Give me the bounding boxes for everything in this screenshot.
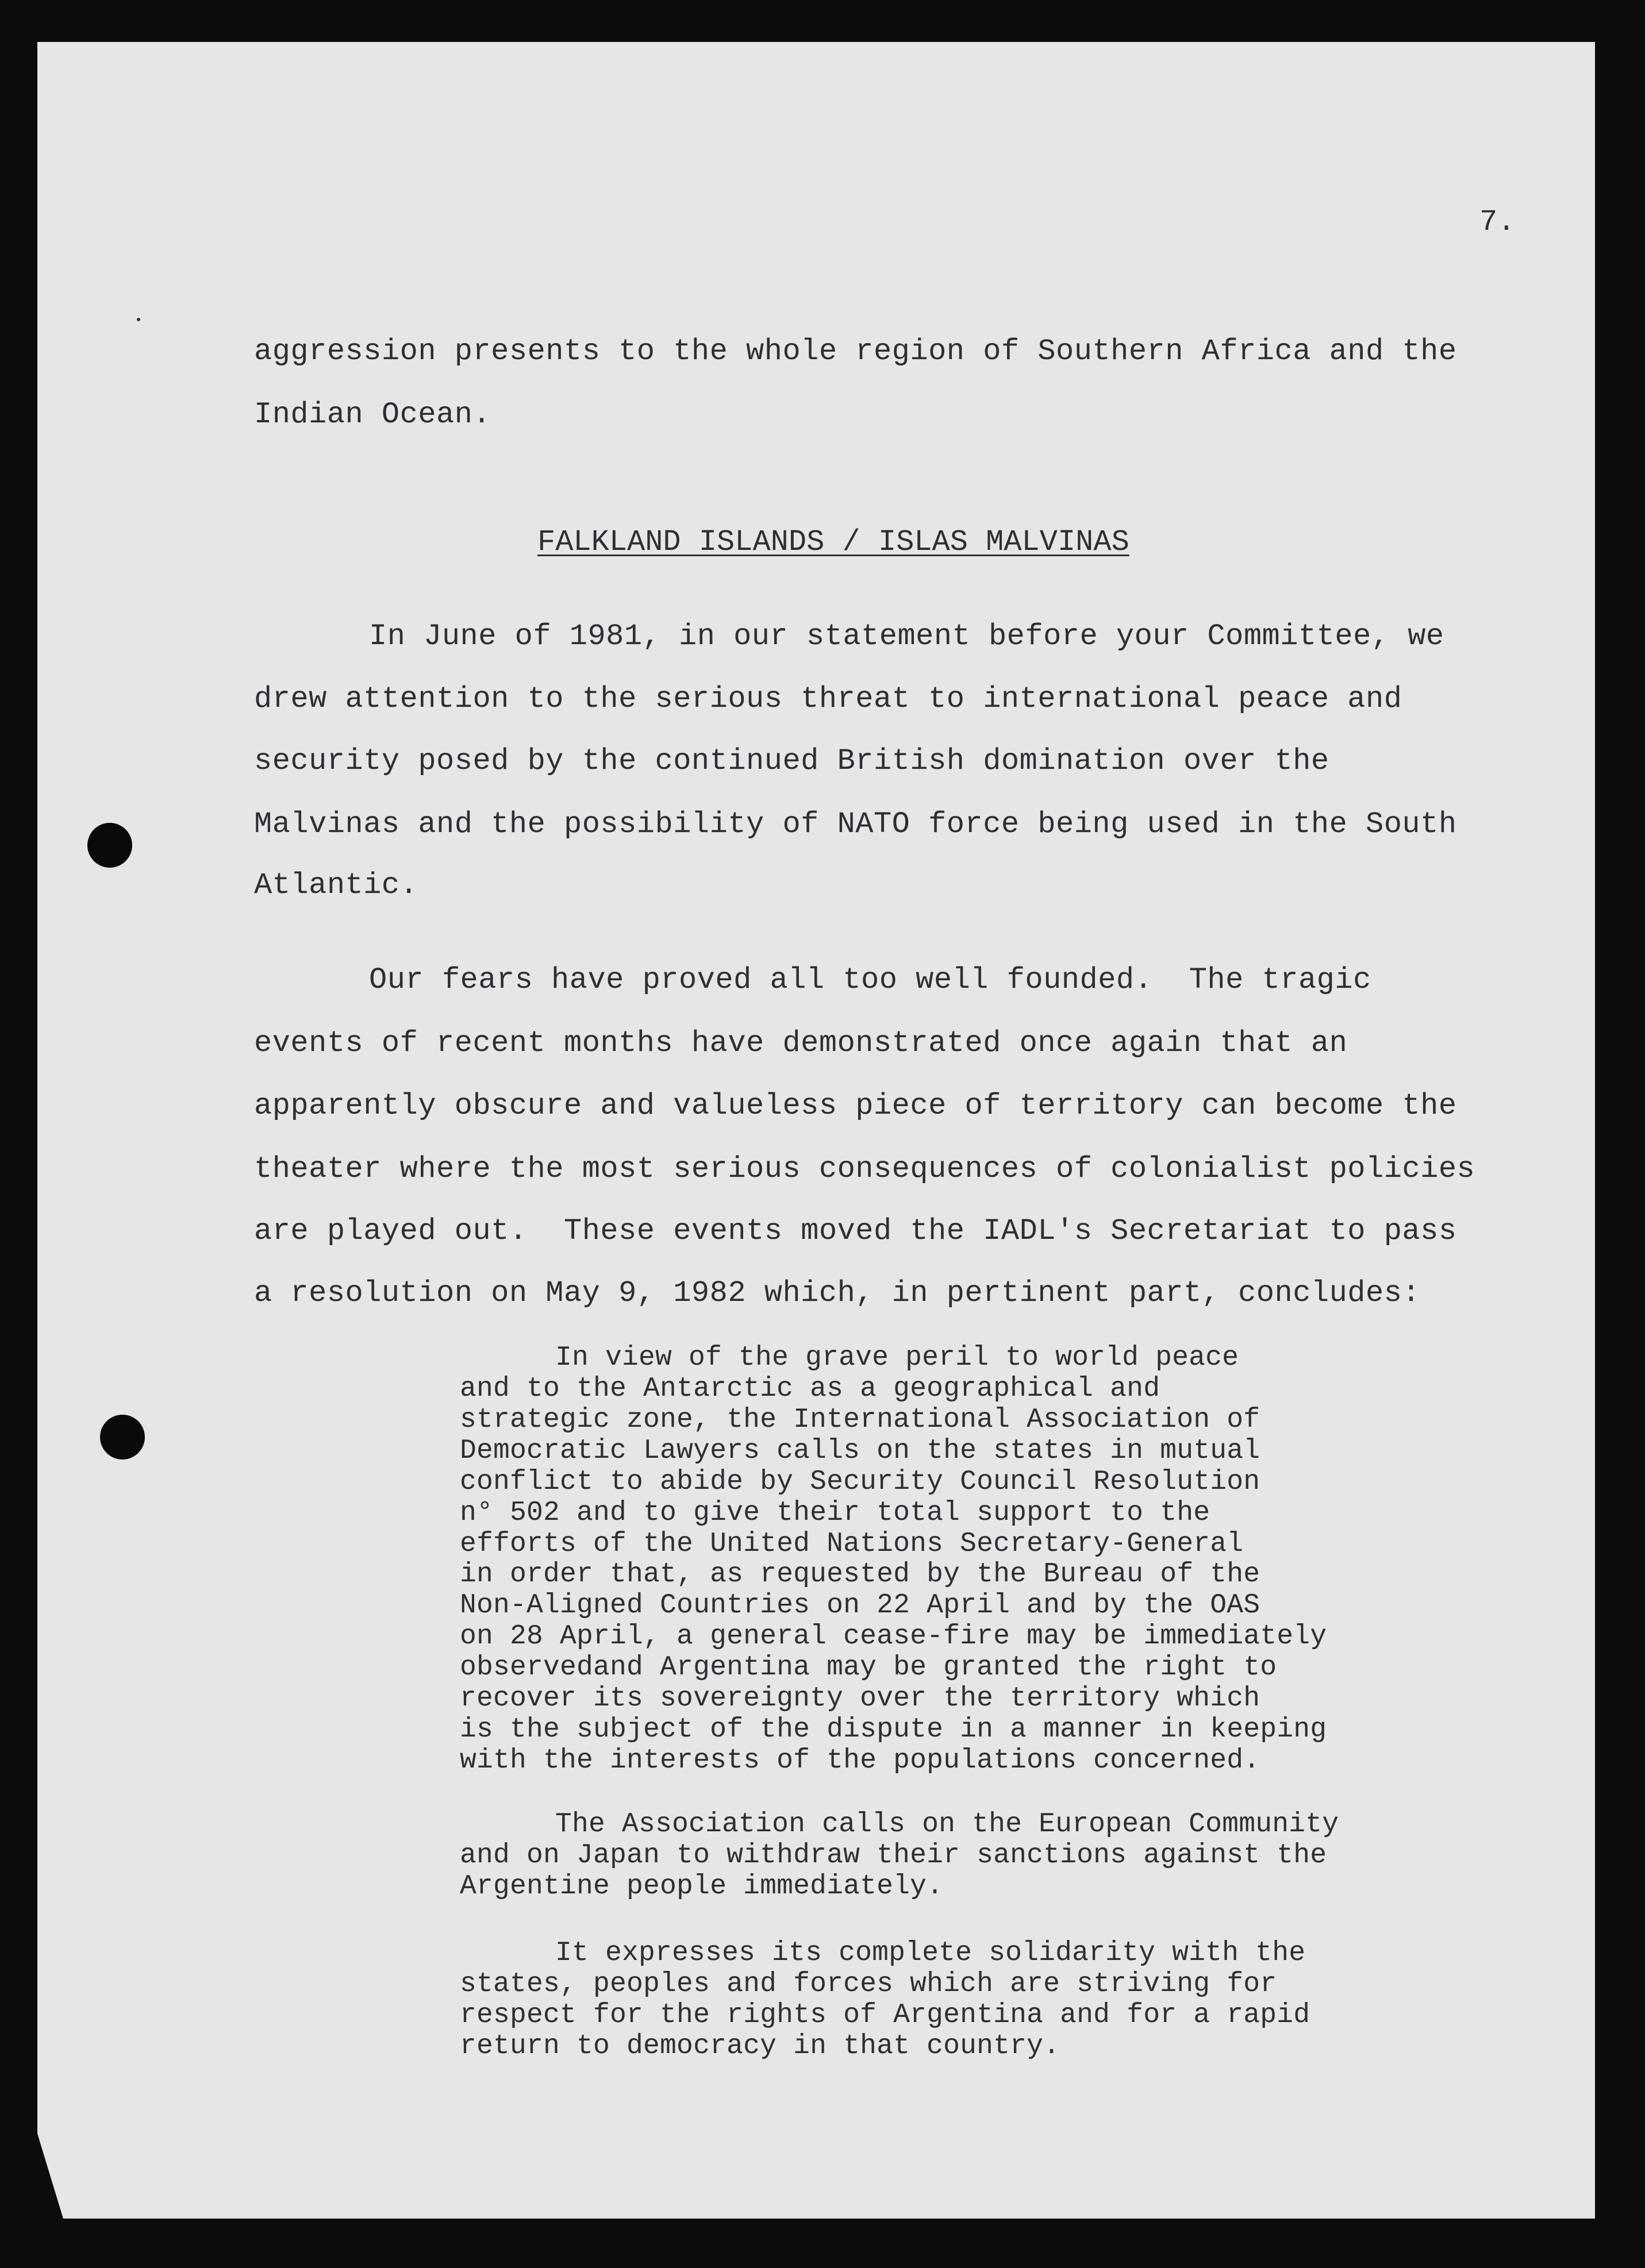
quote-1-line-8: in order that, as requested by the Bureau of the — [460, 1559, 1260, 1590]
quote-1-line-12: recover its sovereignty over the territory which — [460, 1683, 1260, 1714]
paragraph-2-line-5: are played out. These events moved the IADL's Secretariat to pass — [254, 1214, 1457, 1248]
quote-1-line-7: efforts of the United Nations Secretary-General — [460, 1528, 1244, 1560]
paragraph-1-line-3: security posed by the continued British domination over the — [254, 744, 1329, 778]
paragraph-2-line-6: a resolution on May 9, 1982 which, in pertinent part, concludes: — [254, 1276, 1421, 1310]
paragraph-1-line-5: Atlantic. — [254, 868, 418, 902]
quote-1-line-11: observedand Argentina may be granted the right to — [460, 1652, 1277, 1683]
quote-3-line-3: respect for the rights of Argentina and for a rapid — [460, 2000, 1310, 2031]
paragraph-2-line-3: apparently obscure and valueless piece of territory can become the — [254, 1089, 1457, 1123]
page-number: 7. — [1479, 205, 1516, 239]
paragraph-2-line-2: events of recent months have demonstrated once again that an — [254, 1026, 1348, 1060]
quote-2-line-3: Argentine people immediately. — [460, 1871, 944, 1902]
quote-1-line-1: In view of the grave peril to world peace — [555, 1342, 1239, 1373]
quote-3-line-4: return to democracy in that country. — [460, 2031, 1060, 2062]
punch-hole-top — [87, 823, 132, 868]
paragraph-2-line-1: Our fears have proved all too well founded. The tragic — [369, 963, 1371, 997]
paragraph-1-line-1: In June of 1981, in our statement before your Committee, we — [369, 619, 1444, 653]
quote-2-line-1: The Association calls on the European Community — [555, 1809, 1339, 1840]
quote-3-line-2: states, peoples and forces which are striving for — [460, 1969, 1277, 2000]
paper-speck — [137, 318, 140, 321]
section-heading: FALKLAND ISLANDS / ISLAS MALVINAS — [537, 525, 1129, 559]
quote-1-line-2: and to the Antarctic as a geographical and — [460, 1373, 1160, 1404]
quote-1-line-6: n° 502 and to give their total support to the — [460, 1497, 1210, 1528]
quote-1-line-13: is the subject of the dispute in a manner in keeping — [460, 1714, 1327, 1745]
quote-1-line-9: Non-Aligned Countries on 22 April and by the OAS — [460, 1590, 1260, 1621]
quote-2-line-2: and on Japan to withdraw their sanctions against the — [460, 1840, 1327, 1871]
punch-hole-bottom — [100, 1415, 145, 1460]
paragraph-2-line-4: theater where the most serious consequences of colonialist policies — [254, 1152, 1475, 1186]
quote-3-line-1: It expresses its complete solidarity with the — [555, 1938, 1306, 1969]
opening-line-1: aggression presents to the whole region of Southern Africa and the — [254, 334, 1457, 368]
quote-1-line-4: Democratic Lawyers calls on the states in mutual — [460, 1435, 1260, 1466]
opening-line-2: Indian Ocean. — [254, 398, 491, 432]
quote-1-line-5: conflict to abide by Security Council Resolution — [460, 1466, 1260, 1497]
quote-1-line-14: with the interests of the populations concerned. — [460, 1745, 1260, 1776]
quote-1-line-3: strategic zone, the International Association of — [460, 1404, 1260, 1435]
quote-1-line-10: on 28 April, a general cease-fire may be immediately — [460, 1621, 1327, 1652]
paragraph-1-line-2: drew attention to the serious threat to international peace and — [254, 682, 1402, 716]
paragraph-1-line-4: Malvinas and the possibility of NATO force being used in the South — [254, 807, 1457, 841]
